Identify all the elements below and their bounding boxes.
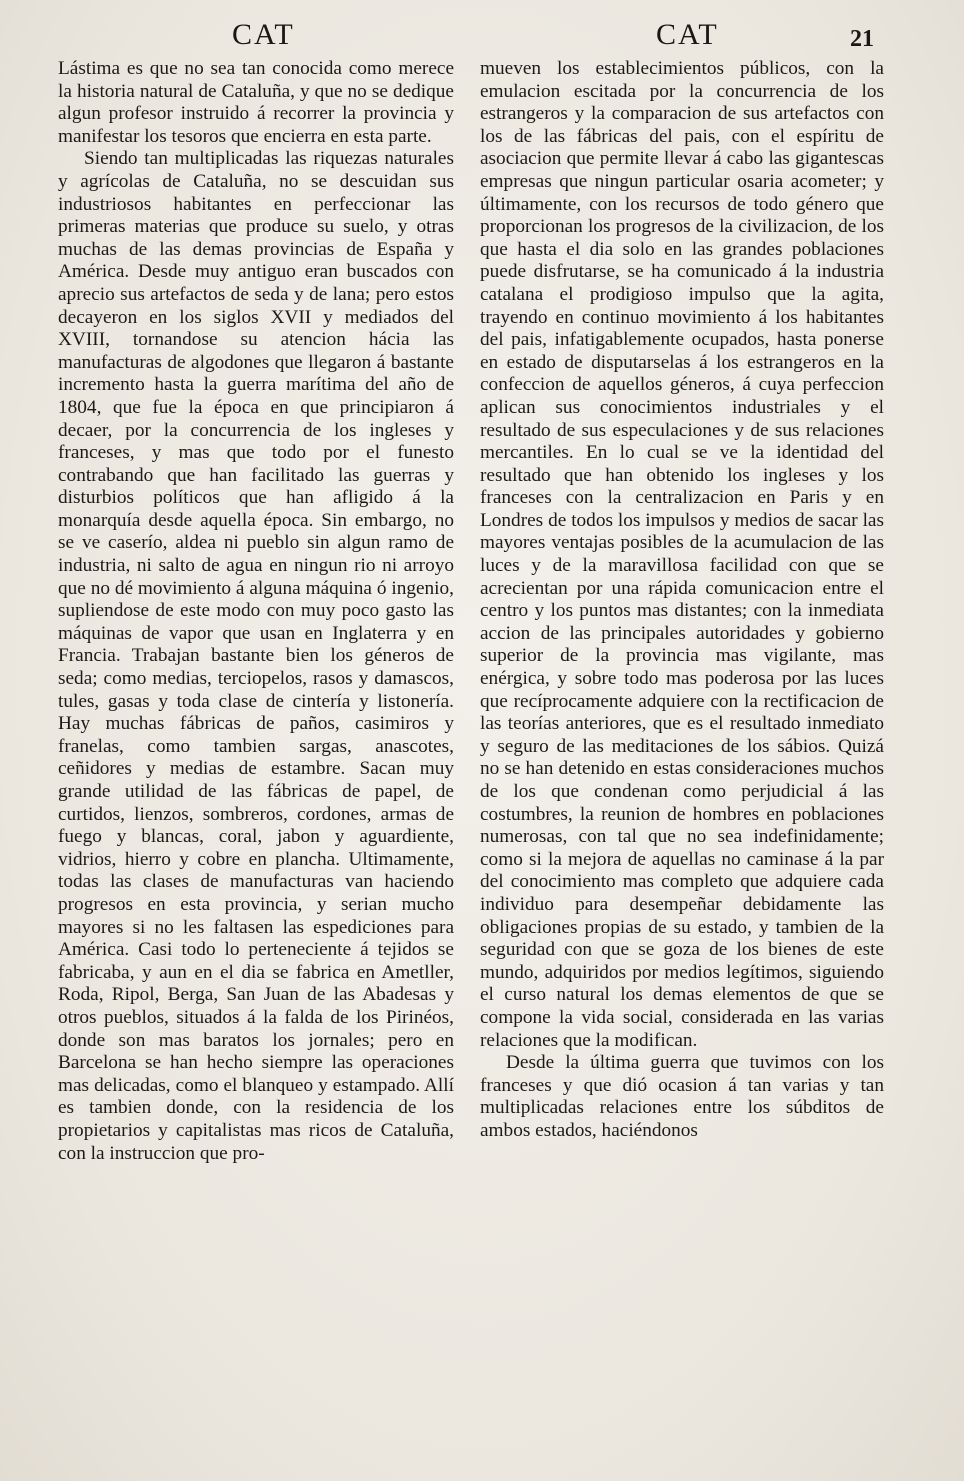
right-paragraph-1: mueven los establecimientos públicos, con la emulacion escitada por la concurrencia de los estrangeros y la comparacion de sus artefactos con los de las fábricas del pais, con el espíritu de asociacion que permite llevar á cabo las gigantescas empresas que ningun particular osaria acometer; y últimamente, con los recursos de todo género que proporcionan los progresos de la civilizacion, de los que hasta el dia solo en las grandes poblaciones puede disfrutarse, se ha comunicado á la industria catalana el prodigioso impulso que la agita, trayendo en continuo movimiento á los habitantes del pais, infatigablemente ocupados, hasta ponerse en estado de disputarselas á los estrangeros en la confeccion de aquellos géneros, á cuya perfeccion aplican sus conocimientos industriales y el resultado de sus especulaciones y de sus relaciones mercantiles. En lo cual se ve la identidad del resultado que han obtenido los ingleses y los franceses con la centralizacion en Paris y en Londres de todos los impulsos y medios de sacar las mayores ventajas posibles de la acumulacion de las luces y de la maravillosa facilidad con que se acrecientan por una rápida comunicacion entre el centro y los puntos mas distantes; con la inmediata accion de las principales autoridades y gobierno superior de la provincia mas vigilante, mas enérgica, y sobre todo mas poderosa por las luces que recíprocamente adquiere con la rectificacion de las teorías anteriores, que es el resultado inmediato y seguro de las meditaciones de los sábios. Quizá no se han detenido en estas consideraciones muchos de los que condenan como perjudicial á las costumbres, la reunion de hombres en poblaciones numerosas, con tal que no sea indefinidamente; como si la mejora de aquellas no caminase á la par del conocimiento mas completo que adquiere cada individuo para desempeñar debidamente las obligaciones propias de su estado, y tambien de la seguridad con que se goza de los bienes de este mundo, adquiridos por medios legítimos, siguiendo el curso natural los demas elementos de que se compone la vida social, considerada en las varias relaciones que la modifican. (480, 58, 884, 1051)
right-paragraph-2: Desde la última guerra que tuvimos con los franceses y que dió ocasion á tan varias y tan multiplicadas relaciones entre los súbditos de ambos estados, haciéndonos (480, 1052, 884, 1141)
left-paragraph-1: Lástima es que no sea tan conocida como merece la historia natural de Cataluña, y que no se dedique algun profesor instruido á recorrer la provincia y manifestar los tesoros que encierra en esta parte. (58, 58, 454, 147)
right-text-column (480, 58, 884, 1143)
left-text-column (58, 58, 454, 1165)
left-paragraph-2: Siendo tan multiplicadas las riquezas naturales y agrícolas de Cataluña, no se descuidan sus industriosos habitantes en perfeccionar las primeras materias que produce su suelo, y otras muchas de las demas provincias de España y América. Desde muy antiguo eran buscados con aprecio sus artefactos de seda y de lana; pero estos decayeron en los siglos XVII y mediados del XVIII, tornandose su atencion hácia las manufacturas de algodones que llegaron á bastante incremento hasta la guerra marítima del año de 1804, que fue la época en que principiaron á decaer, por la concurrencia de los ingleses y franceses, y mas que todo por el funesto contrabando que han facilitado las guerras y disturbios políticos que han afligido á la monarquía desde aquella época. Sin embargo, no se ve caserío, aldea ni pueblo sin algun ramo de industria, ni salto de agua en ningun rio ni arroyo que no dé movimiento á alguna máquina ó ingenio, supliendose de este modo con muy poco gasto las máquinas de vapor que usan en Inglaterra y en Francia. Trabajan bastante bien los géneros de seda; como medias, terciopelos, rasos y damascos, tules, gasas y toda clase de cintería y listonería. Hay muchas fábricas de paños, casimiros y franelas, como tambien sargas, anascotes, ceñidores y medias de estambre. Sacan muy grande utilidad de las fábricas de papel, de curtidos, lienzos, sombreros, cordones, armas de fuego y blancas, coral, jabon y aguardiente, vidrios, hierro y cobre en plancha. Ultimamente, todas las clases de manufacturas van haciendo progresos en esta provincia, y serian mucho mayores si no les faltasen las espediciones para América. Casi todo lo perteneciente á tejidos se fabricaba, y aun en el dia se fabrica en Ametller, Roda, Ripol, Berga, San Juan de las Abadesas y otros pueblos, situados á la falda de los Pirinéos, donde son mas baratos los jornales; pero en Barcelona se han hecho siempre las operaciones mas delicadas, como el blanqueo y estampado. Allí es tambien donde, con la residencia de los propietarios y capitalistas mas ricos de Cataluña, con la instruccion que pro- (58, 148, 454, 1164)
right-running-head: CAT (656, 18, 719, 51)
page-number: 21 (850, 26, 874, 52)
left-running-head: CAT (232, 18, 295, 51)
